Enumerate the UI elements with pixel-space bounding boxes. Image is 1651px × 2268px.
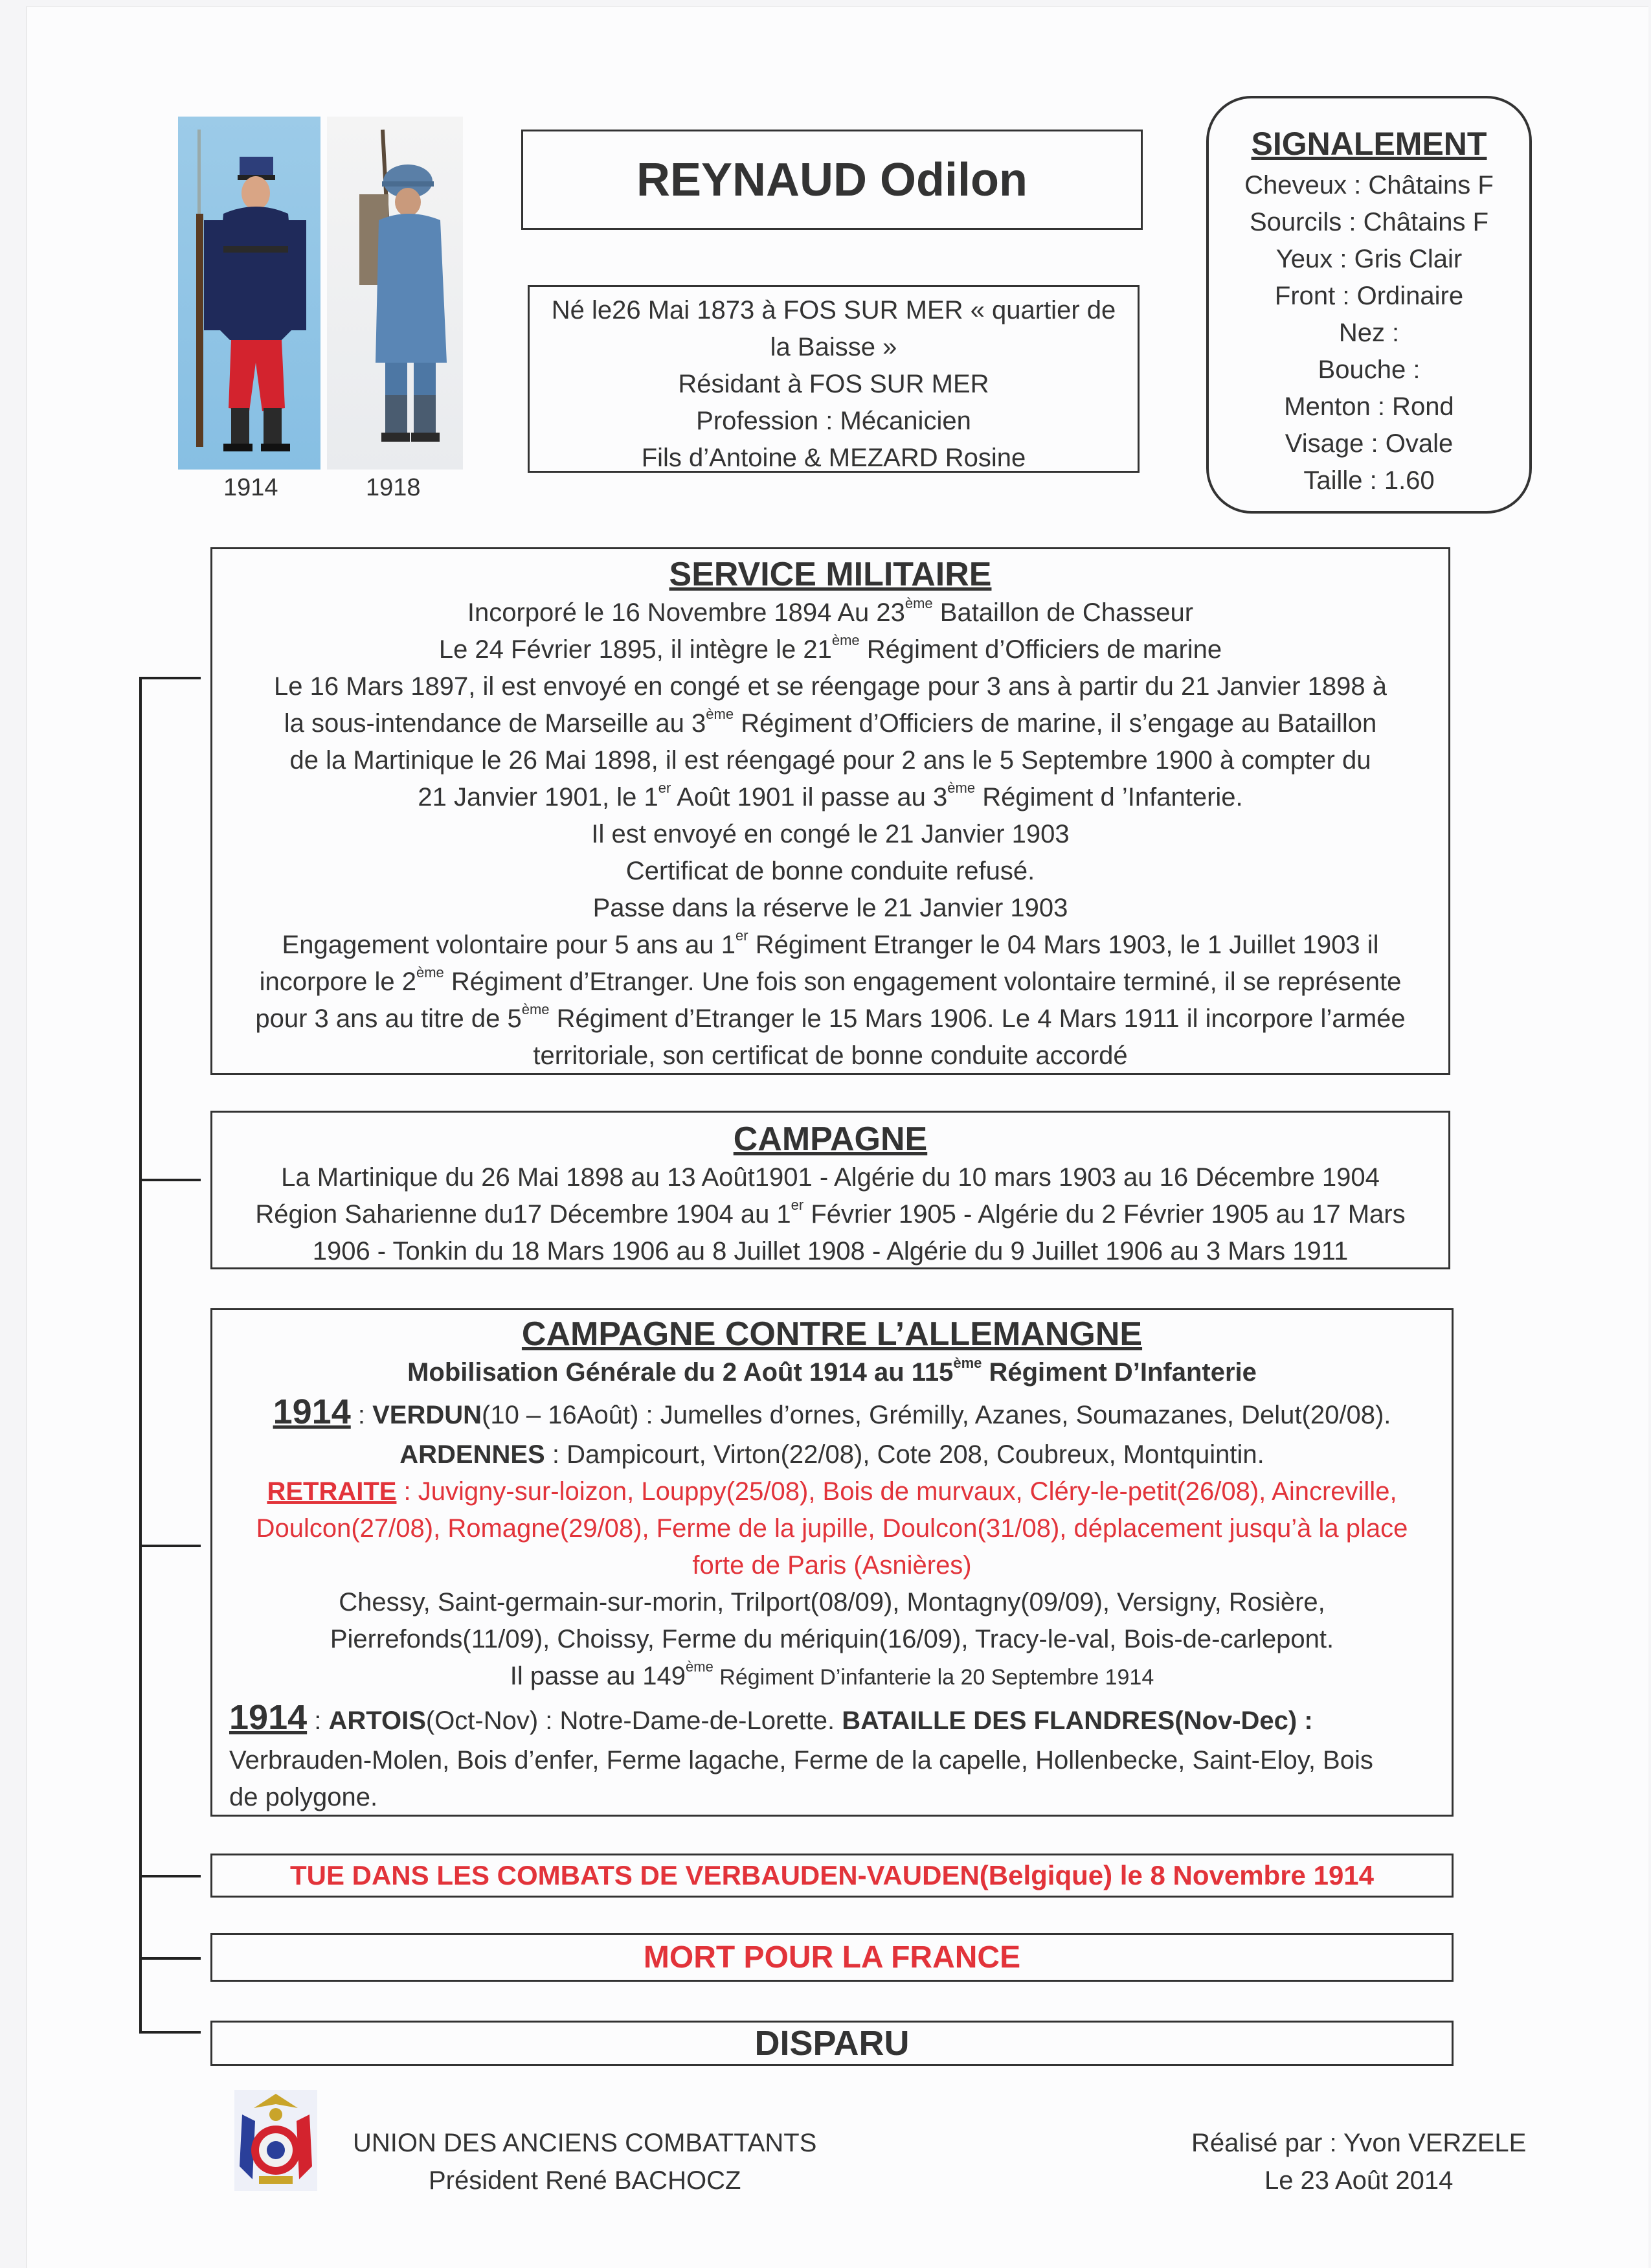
year-1914-label: 1914	[223, 474, 278, 501]
campagne-allemagne-section	[210, 1308, 1454, 1817]
signalement-item: Bouche :	[1318, 356, 1421, 384]
campagne-line: 1906 - Tonkin du 18 Mars 1906 au 8 Juillet 1908 - Algérie du 9 Juillet 1906 au 3 Mars 1911	[312, 1237, 1349, 1265]
disparu-box: DISPARU	[210, 2021, 1454, 2066]
timeline-connector	[139, 1957, 201, 1960]
service-line: Le 16 Mars 1897, il est envoyé en congé et se réengage pour 3 ans à partir du 21 Janvier 1898 à	[274, 672, 1387, 701]
timeline-vertical-line	[139, 677, 142, 2034]
organization-name: UNION DES ANCIENS COMBATTANTS	[353, 2129, 817, 2157]
service-line: Engagement volontaire pour 5 ans au 1er Régiment Etranger le 04 Mars 1903, le 1 Juillet 1903 il	[282, 927, 1379, 959]
signalement-item: Cheveux : Châtains F	[1244, 171, 1494, 199]
parents-line: Fils d’Antoine & MEZARD Rosine	[641, 444, 1026, 472]
birth-info-box	[528, 285, 1140, 473]
service-line: Il est envoyé en congé le 21 Janvier 1903	[591, 820, 1070, 848]
signalement-item: Sourcils : Châtains F	[1249, 208, 1489, 236]
service-line: Certificat de bonne conduite refusé.	[625, 857, 1035, 885]
signalement-item: Front : Ordinaire	[1274, 282, 1464, 310]
death-circumstance-box: TUE DANS LES COMBATS DE VERBAUDEN-VAUDEN(Belgique) le 8 Novembre 1914	[210, 1854, 1454, 1898]
service-text	[212, 595, 1448, 1074]
person-name-title: REYNAUD Odilon	[521, 130, 1143, 230]
mobilisation-subtitle: Mobilisation Générale du 2 Août 1914 au 115ème Régiment D’Infanterie	[407, 1355, 1257, 1387]
timeline-connector	[139, 1179, 201, 1181]
timeline-connector	[139, 1875, 201, 1877]
organization-president: Président René BACHOCZ	[428, 2166, 741, 2195]
service-line: Passe dans la réserve le 21 Janvier 1903	[592, 894, 1068, 922]
ardennes-line: ARDENNES : Dampicourt, Virton(22/08), Cote 208, Coubreux, Montquintin.	[399, 1440, 1264, 1469]
signalement-item: Taille : 1.60	[1303, 466, 1435, 495]
document-date: Le 23 Août 2014	[1264, 2166, 1454, 2195]
section-title: SERVICE MILITAIRE	[669, 556, 992, 593]
footer-organization	[353, 2124, 816, 2199]
soldier-1914-image	[178, 117, 320, 470]
residence-line: Résidant à FOS SUR MER	[678, 370, 989, 398]
service-militaire-section	[210, 547, 1450, 1075]
verdun-line: 1914 : VERDUN(10 – 16Août) : Jumelles d’ornes, Grémilly, Azanes, Soumazanes, Delut(20/08).	[273, 1392, 1391, 1431]
service-line: pour 3 ans au titre de 5ème Régiment d’Etranger le 15 Mars 1906. Le 4 Mars 1911 il incorpore l’armée	[255, 1001, 1406, 1033]
birth-line: la Baisse »	[770, 333, 897, 361]
signalement-item: Yeux : Gris Clair	[1275, 245, 1463, 273]
service-line: Incorporé le 16 Novembre 1894 Au 23ème Bataillon de Chasseur	[467, 595, 1194, 627]
service-line: 21 Janvier 1901, le 1er Août 1901 il passe au 3ème Régiment d ’Infanterie.	[418, 780, 1243, 811]
retraite-line: forte de Paris (Asnières)	[692, 1551, 972, 1580]
section-title: CAMPAGNE CONTRE L’ALLEMANGNE	[521, 1315, 1143, 1353]
campagne-line: La Martinique du 26 Mai 1898 au 13 Août1901 - Algérie du 10 mars 1903 au 16 Décembre 1904	[281, 1163, 1380, 1192]
service-line: incorpore le 2ème Régiment d’Etranger. Une fois son engagement volontaire terminé, il se représente	[259, 964, 1402, 996]
timeline-connector	[139, 1545, 201, 1547]
year-1918-label: 1918	[366, 474, 421, 501]
section-title: CAMPAGNE	[733, 1120, 928, 1158]
soldier-1918-image	[327, 117, 463, 470]
service-line: Le 24 Février 1895, il intègre le 21ème Régiment d’Officiers de marine	[438, 632, 1222, 664]
flandres-line: de polygone.	[229, 1783, 378, 1811]
retraite-line: Doulcon(27/08), Romagne(29/08), Ferme de la jupille, Doulcon(31/08), déplacement jusqu’à la place	[256, 1514, 1408, 1543]
birth-line: Né le26 Mai 1873 à FOS SUR MER « quartier de	[551, 296, 1116, 324]
service-line: la sous-intendance de Marseille au 3ème Régiment d’Officiers de marine, il s’engage au Bataillon	[284, 706, 1377, 738]
signalement-item: Nez :	[1338, 319, 1400, 347]
campagne-text	[212, 1159, 1448, 1270]
signalement-item: Menton : Rond	[1284, 392, 1454, 421]
allemagne-text	[212, 1390, 1452, 1696]
service-line: territoriale, son certificat de bonne conduite accordé	[533, 1041, 1128, 1070]
signalement-box	[1206, 96, 1532, 514]
author-name: Réalisé par : Yvon VERZELE	[1191, 2129, 1527, 2157]
artois-flandres-text	[212, 1696, 1452, 1816]
profession-line: Profession : Mécanicien	[696, 407, 971, 435]
artois-line: 1914 : ARTOIS(Oct-Nov) : Notre-Dame-de-Lorette. BATAILLE DES FLANDRES(Nov-Dec) :	[229, 1698, 1313, 1737]
association-logo-icon	[233, 2089, 319, 2192]
transfer-line: Il passe au 149ème Régiment D’infanterie la 20 Septembre 1914	[510, 1659, 1154, 1690]
timeline-connector	[139, 677, 201, 679]
service-line: de la Martinique le 26 Mai 1898, il est réengagé pour 2 ans le 5 Septembre 1900 à compter du	[289, 746, 1371, 775]
retraite-line: RETRAITE : Juvigny-sur-loizon, Louppy(25/08), Bois de murvaux, Cléry-le-petit(26/08), Aincreville,	[267, 1477, 1397, 1506]
flandres-line: Verbrauden-Molen, Bois d’enfer, Ferme lagache, Ferme de la capelle, Hollenbecke, Saint-Eloy, Bois	[229, 1746, 1373, 1775]
footer-author	[1191, 2124, 1526, 2199]
signalement-title: SIGNALEMENT	[1251, 126, 1487, 162]
campagne-section	[210, 1111, 1450, 1269]
marne-line: Chessy, Saint-germain-sur-morin, Trilport(08/09), Montagny(09/09), Versigny, Rosière,	[339, 1588, 1325, 1616]
timeline-connector	[139, 2031, 201, 2034]
mort-pour-la-france-box: MORT POUR LA FRANCE	[210, 1933, 1454, 1982]
marne-line: Pierrefonds(11/09), Choissy, Ferme du mériquin(16/09), Tracy-le-val, Bois-de-carlepont.	[330, 1625, 1334, 1653]
signalement-item: Visage : Ovale	[1285, 429, 1454, 458]
campagne-line: Région Saharienne du17 Décembre 1904 au 1er Février 1905 - Algérie du 2 Février 1905 au 17 Mars	[255, 1197, 1406, 1229]
